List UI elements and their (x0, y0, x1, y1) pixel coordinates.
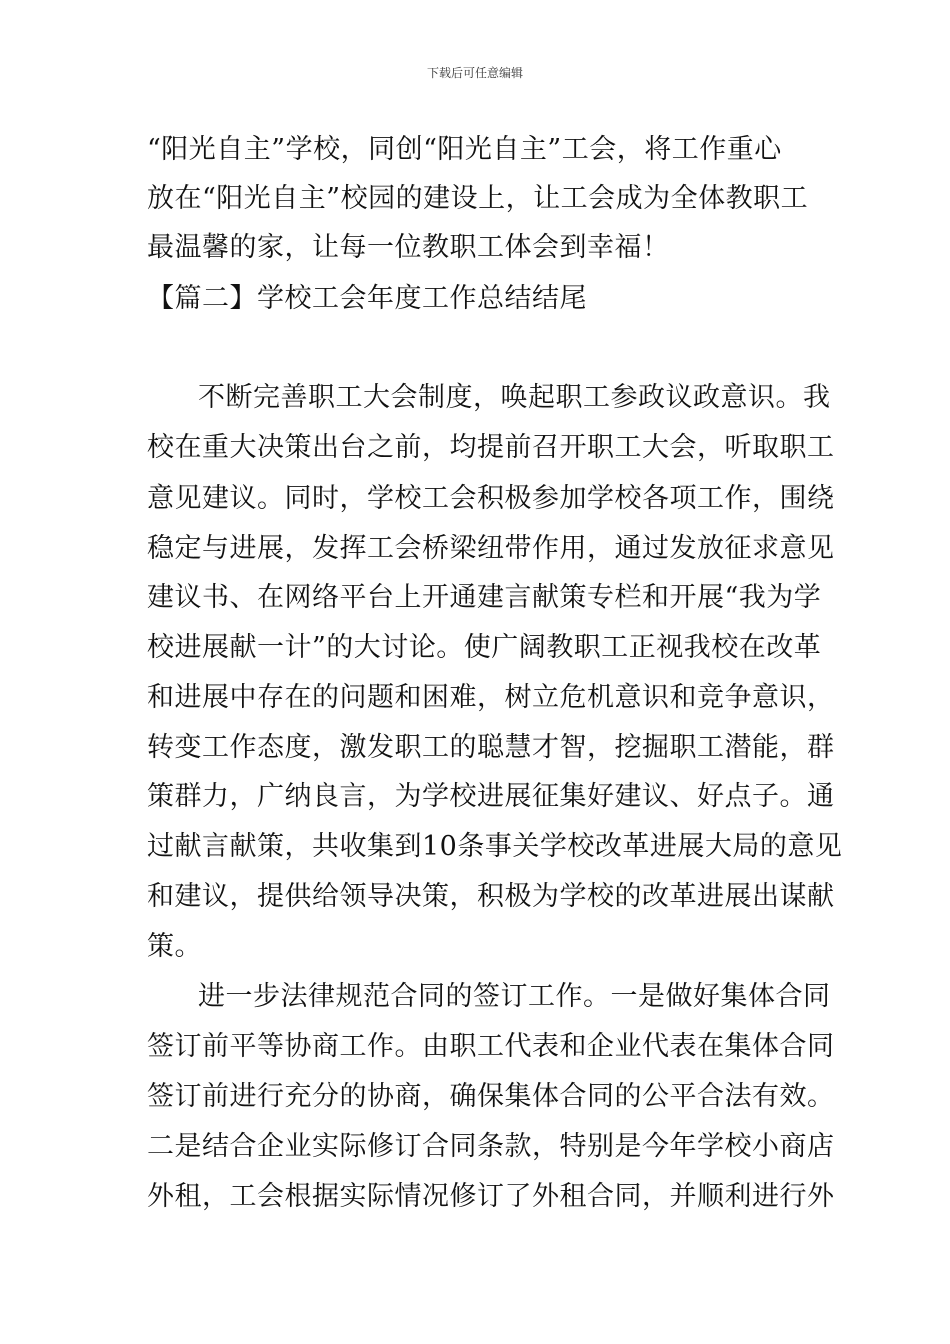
paragraph-first-line: 不断完善职工大会制度，唤起职工参政议政意识。我 (198, 382, 831, 413)
text-line: 二是结合企业实际修订合同条款，特别是今年学校小商店 (147, 1131, 835, 1162)
text-line: 外租，工会根据实际情况修订了外租合同，并顺利进行外 (147, 1181, 835, 1212)
section-heading: 【篇二】学校工会年度工作总结结尾 (147, 283, 587, 314)
text-line: 签订前进行充分的协商，确保集体合同的公平合法有效。 (147, 1081, 835, 1112)
download-note: 下载后可任意编辑 (426, 66, 523, 80)
text-line: 校进展献一计”的大讨论。使广阔教职工正视我校在改革 (147, 632, 822, 663)
text-line: 建议书、在网络平台上开通建言献策专栏和开展“我为学 (147, 582, 822, 613)
text-line: 稳定与进展，发挥工会桥梁纽带作用，通过发放征求意见 (147, 533, 835, 564)
text-line: 策群力，广纳良言，为学校进展征集好建议、好点子。通 (147, 781, 835, 812)
text-line: 意见建议。同时，学校工会积极参加学校各项工作，围绕 (147, 483, 835, 514)
text-line: 最温馨的家，让每一位教职工体会到幸福！ (147, 232, 670, 263)
paragraph-first-line: 进一步法律规范合同的签订工作。一是做好集体合同 (198, 981, 831, 1012)
text-line: 和进展中存在的问题和困难，树立危机意识和竞争意识， (147, 682, 835, 713)
text-line: 校在重大决策出台之前，均提前召开职工大会，听取职工 (147, 432, 835, 463)
text-line: 过献言献策，共收集到10条事关学校改革进展大局的意见 (147, 831, 843, 862)
text-line: 和建议，提供给领导决策，积极为学校的改革进展出谋献 (147, 881, 835, 912)
text-line: “阳光自主”学校，同创“阳光自主”工会，将工作重心 (147, 134, 782, 165)
text-line: 转变工作态度，激发职工的聪慧才智，挖掘职工潜能，群 (147, 732, 835, 763)
text-line: 签订前平等协商工作。由职工代表和企业代表在集体合同 (147, 1031, 835, 1062)
text-line: 放在“阳光自主”校园的建设上，让工会成为全体教职工 (147, 183, 809, 214)
text-line: 策。 (147, 931, 202, 962)
